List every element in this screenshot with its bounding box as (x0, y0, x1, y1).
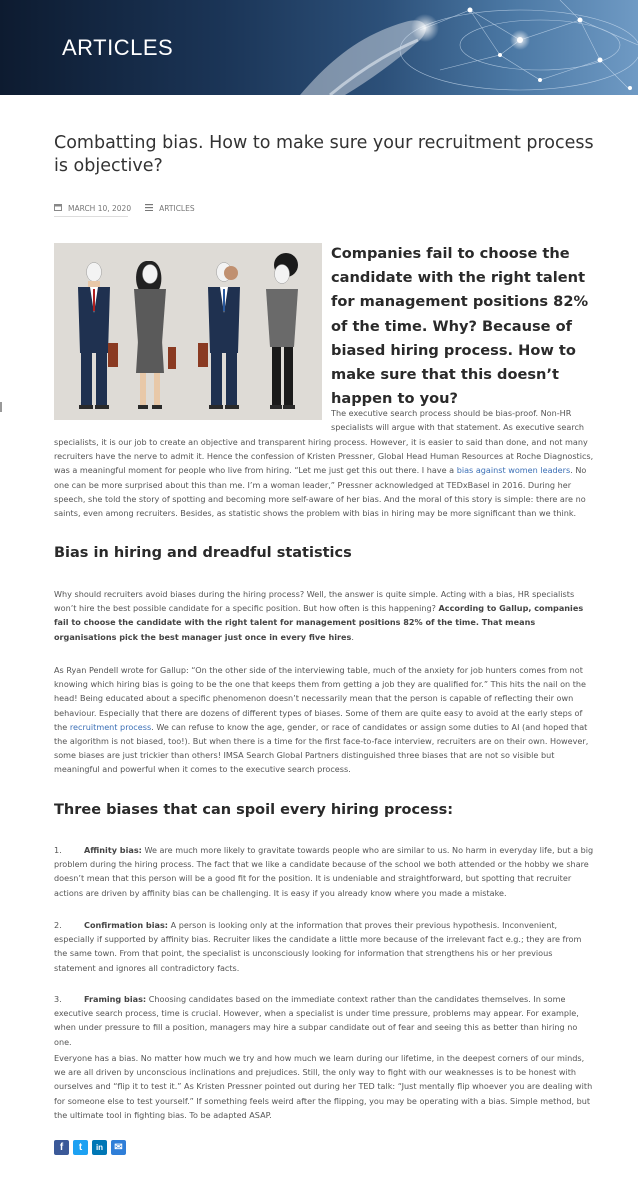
page-section-title: ARTICLES (62, 35, 174, 60)
bias-item: 1. Affinity bias: We are much more likely to gravitate towards people who are similar to us. No harm in everyday life, but a big problem during the hiring process. The fact that we like a candidate because of the school we both attended or the hobby we share doesn’t mean that this person will be a good fit for the position. It is undeniable and straightforward, but spotting that recruiter actions are driven by affinity bias can be challenging. It is easy if you already know where you made a mistake. (54, 845, 594, 898)
section-heading-three-biases: Three biases that can spoil every hiring process: (54, 802, 454, 818)
edge-marker (0, 402, 4, 412)
intro-paragraph-top: The executive search process should be bias-proof. Non-HR specialists will argue with that statement. As executive search (331, 408, 585, 433)
bias-term: Confirmation bias: (84, 920, 169, 930)
meta-divider (54, 216, 128, 217)
statistics-paragraph-2: As Ryan Pendell wrote for Gallup: “On the other side of the interviewing table, much of the anxiety for job hunters comes from not knowing which hiring bias is going to be the one that keeps them from getting a job they are qualified for.” This hits the nail on the head! Being educated about a specific phenomenon doesn’t necessarily mean that the person is capable of reflecting their own behaviour. Especially that there are dozens of different types of biases. Some of them are quite easy to avoid at the early steps of the recruitment process. We can refuse to know the age, gender, or race of candidates or assign some duties to AI (and hoped that the algorithm is not biased, too!). But when there is a time for the first face-to-face interview, recruiters are on their own. However, some biases are just trickier than others! IMSA Search Global Partners distinguished three biases that are not so visible but meaningful and powerful when it comes to the executive search process. (54, 665, 589, 775)
gallup-statistic-highlight: According to Gallup, companies fail to choose the candidate with the right talent for management positions 82% of the time. That means organisations pick the best manager just once in every five hires (54, 603, 584, 642)
figure-woman-2 (266, 253, 298, 409)
article-category-link[interactable]: ARTICLES (159, 203, 195, 213)
closing-paragraph: Everyone has a bias. No matter how much we try and how much we learn during our lifetime, in the deepest corners of our minds, we are all driven by unconscious inclinations and prejudices. Still, the only way to fight with our weaknesses is to be honest with ourselves and “flip it to test it.” As Kristen Pressner pointed out during her TED talk: “Just mentally flip whoever you are dealing with for someone else to test yourself.” If something feels weird after the flipping, you may be operating with a bias. Simple method, but the ultimate tool in fighting bias. To be adapted ASAP. (54, 1053, 593, 1120)
bias-item: 2. Confirmation bias: A person is looking only at the information that proves their previous hypothesis. Inconvenient, especially if supported by affinity bias. Recruiter likes the candidate a little more because of the irrelevant fact e.g.; they are from the same town. From that point, the specialist is unconsciously looking for information that strengthens his or her previous statement and ignores all contradictory facts. (54, 920, 582, 973)
linkedin-icon[interactable]: in (92, 1140, 107, 1155)
hero-banner (0, 0, 638, 95)
section-heading-statistics: Bias in hiring and dreadful statistics (54, 545, 352, 561)
masked-business-people-illustration (54, 243, 322, 420)
figure-man-2 (198, 263, 240, 410)
article-meta (54, 200, 195, 216)
share-bar (54, 1140, 126, 1155)
twitter-icon[interactable]: t (73, 1140, 88, 1155)
article-illustration (54, 243, 322, 420)
article-lead: Companies fail to choose the candidate with the right talent for management positions 82% of the time. Why? Because of biased hiring process. How to make sure that this doesn’t happen to you? (331, 245, 589, 408)
calendar-icon (54, 203, 62, 213)
bias-item: 3. Framing bias: Choosing candidates based on the immediate context rather than the candidates themselves. In some executive search process, time is crucial. However, when a specialist is under time pressure, problems may appear. For example, when under pressure to fill a position, managers may hire a subpar candidate out of fear and seeing this as better than hiring no one. (54, 994, 579, 1047)
intro-paragraph: specialists, it is our job to create an objective and transparent hiring process. However, it is easier to said than done, and not many recruiters have the nerve to admit it. Hence the confession of Kristen Pressner, Global Head Human Resources at Roche Diagnostics, was a meaningful moment for people who live from hiring. “Let me just get this out there. I have a bias against women leaders. No one can be more surprised about this than me. I’m a woman leader,” Pressner acknowledged at TEDxBasel in 2016. During her speech, she told the story of spotting and becoming more self-aware of her bias. And the moral of this story is simple: there are no saints, even among recruiters. Besides, as statistic shows the problem with bias in hiring may be more significant than we think. (54, 437, 594, 519)
statistics-paragraph-1: Why should recruiters avoid biases during the hiring process? Well, the answer is quite simple. Acting with a bias, HR specialists won’t hire the best possible candidate for a specific position. But how often is this happening? According to Gallup, companies fail to choose the candidate with the right talent for management positions 82% of the time. That means organisations pick the best manager just once in every five hires. (54, 589, 584, 642)
bias-against-women-leaders-link[interactable]: bias against women leaders (456, 465, 571, 476)
figure-woman-1 (134, 261, 176, 409)
menu-lines-icon (145, 204, 153, 213)
article-title: Combatting bias. How to make sure your recruitment process is objective? (54, 133, 594, 176)
article-date: MARCH 10, 2020 (68, 203, 132, 213)
facebook-icon[interactable]: f (54, 1140, 69, 1155)
bias-term: Framing bias: (84, 994, 147, 1004)
bias-term: Affinity bias: (84, 845, 142, 855)
figure-man-1 (78, 263, 118, 410)
recruitment-process-link[interactable]: recruitment process (69, 721, 152, 732)
email-icon[interactable]: ✉ (111, 1140, 126, 1155)
